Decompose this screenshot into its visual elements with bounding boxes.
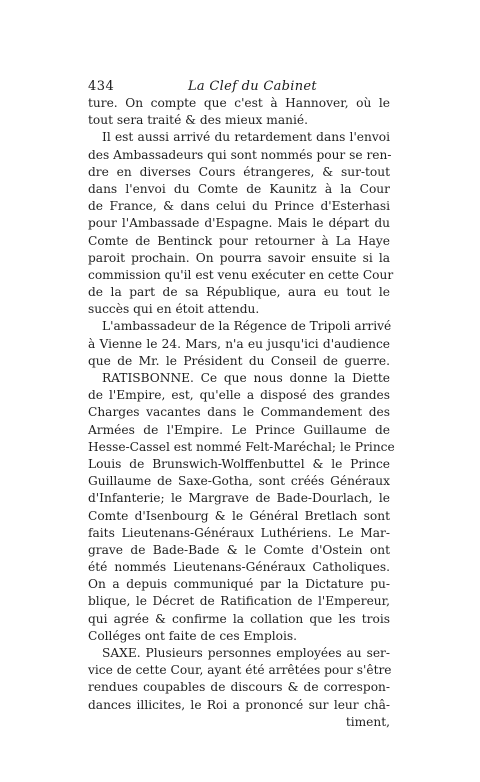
text-line: grave de Bade-Bade & le Comte d'Ostein ont: [88, 542, 390, 557]
text-line: vice de cette Cour, ayant été arrêtées pour s'être: [88, 663, 392, 678]
text-line: ture. On compte que c'est à Hannover, où le: [88, 96, 390, 110]
text-line: pour l'Ambassade d'Espagne. Mais le départ du: [88, 216, 390, 231]
text-line: commission qu'il est venu exécuter en cette Cour: [88, 267, 394, 282]
text-line: à Vienne le 24. Mars, n'a eu jusqu'ici d'audience: [88, 336, 390, 351]
text-line: Comte de Bentinck pour retourner à La Haye: [88, 233, 390, 248]
text-line: Armées de l'Empire. Le Prince Guillaume de: [88, 422, 390, 437]
text-line: que de Mr. le Président du Conseil de guerre.: [88, 353, 390, 368]
catchword: timent,: [345, 714, 390, 729]
text-line: Louis de Brunswich-Wolffenbuttel & le Prince: [88, 456, 390, 471]
text-line: Il est aussi arrivé du retardement dans l'envoi: [102, 130, 390, 145]
text-line: Colléges ont faite de ces Emplois.: [88, 628, 298, 643]
text-line: faits Lieutenans-Généraux Luthériens. Le Mar-: [88, 525, 390, 540]
text-line: été nommés Lieutenans-Généraux Catholiques.: [88, 560, 390, 575]
text-line: Hesse-Cassel est nommé Felt-Maréchal; le Prince: [88, 439, 395, 454]
text-line: SAXE. Plusieurs personnes employées au ser-: [102, 646, 390, 660]
body-text: [88, 95, 395, 731]
text-line: rendues coupables de discours & de correspon-: [88, 680, 390, 695]
text-line: Charges vacantes dans le Commandement des: [88, 405, 390, 420]
text-line: L'ambassadeur de la Régence de Tripoli arrivé: [102, 319, 392, 334]
text-line: dances illicites, le Roi a prononcé sur leur châ-: [88, 697, 390, 712]
text-line: dans l'envoi du Comte de Kaunitz à la Cour: [88, 181, 390, 196]
text-line: dre en diverses Cours étrangeres, & sur-tout: [88, 164, 390, 179]
text-line: de l'Empire, est, qu'elle a disposé des grandes: [88, 388, 390, 403]
text-line: succès qui en étoit attendu.: [88, 302, 260, 317]
text-line: de la part de sa République, aura eu tout le: [88, 285, 390, 300]
text-line: On a depuis communiqué par la Dictature pu-: [88, 577, 390, 592]
text-line: Comte d'Isenbourg & le Général Bretlach sont: [88, 508, 390, 523]
text-line: de France, & dans celui du Prince d'Esterhasi: [88, 199, 390, 214]
text-line: tout sera traité & des mieux manié.: [88, 113, 308, 128]
text-line: qui agrée & confirme la collation que les trois: [88, 611, 390, 626]
text-line: paroit prochain. On pourra savoir ensuite si la: [88, 250, 390, 265]
text-line: RATISBONNE. Ce que nous donne la Diette: [102, 371, 390, 385]
text-line: des Ambassadeurs qui sont nommés pour se ren-: [88, 147, 392, 162]
text-line: Guillaume de Saxe-Gotha, sont créés Généraux: [88, 474, 390, 489]
page-number: 434: [88, 79, 115, 94]
text-line: blique, le Décret de Ratification de l'Empereur,: [88, 594, 390, 609]
text-line: d'Infanterie; le Margrave de Bade-Dourlach, le: [88, 491, 390, 506]
running-title: La Clef du Cabinet: [188, 79, 317, 94]
